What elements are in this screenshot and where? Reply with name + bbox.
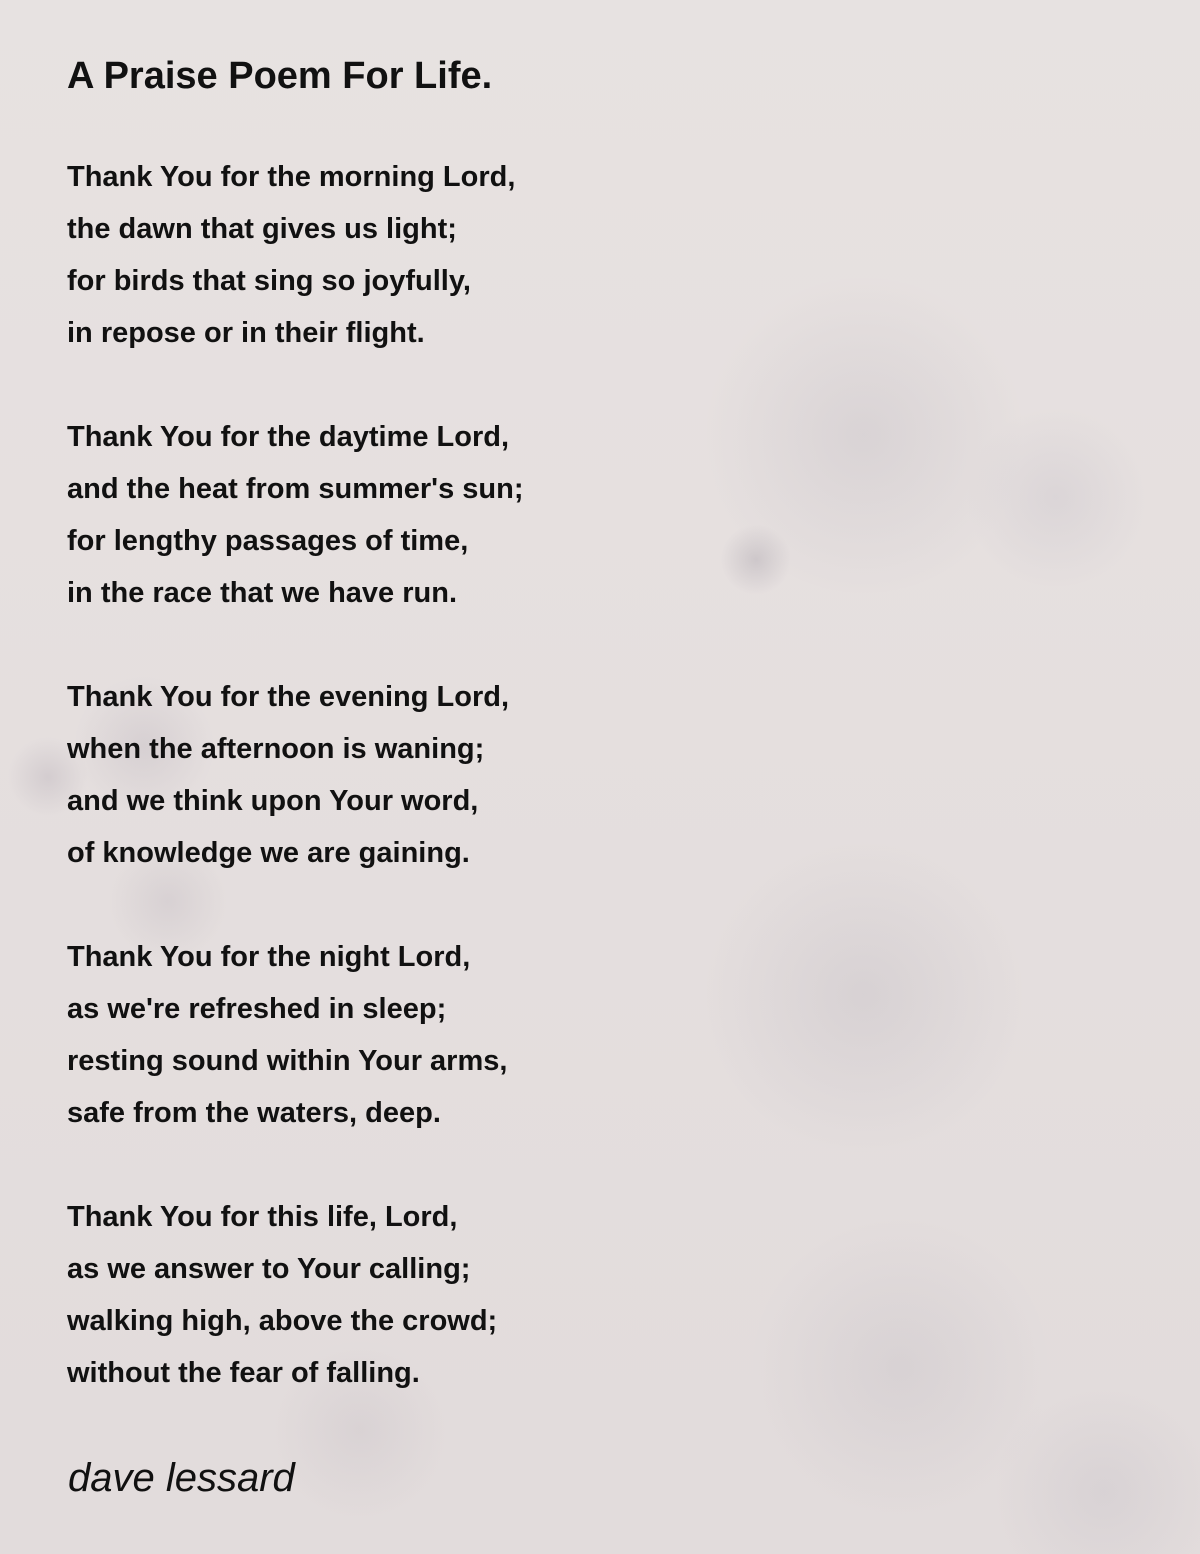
poem-line: Thank You for the daytime Lord, [67, 421, 510, 453]
stanza-3 [67, 671, 767, 879]
poem-line: the dawn that gives us light; [67, 213, 457, 245]
stanza-2 [67, 411, 767, 619]
poem-line: resting sound within Your arms, [67, 1045, 508, 1077]
poem-line: for lengthy passages of time, [67, 525, 469, 557]
poem-line: Thank You for the morning Lord, [67, 161, 516, 193]
poem-line: in repose or in their flight. [67, 317, 425, 349]
stanza-1 [67, 151, 767, 359]
poem-line: as we answer to Your calling; [67, 1253, 471, 1285]
poem-line: for birds that sing so joyfully, [67, 265, 471, 297]
poem-line: as we're refreshed in sleep; [67, 993, 447, 1025]
poem-container [67, 48, 767, 1451]
poem-line: and the heat from summer's sun; [67, 473, 524, 505]
poem-body [67, 151, 767, 1399]
poem-line: and we think upon Your word, [67, 785, 479, 817]
poem-line: of knowledge we are gaining. [67, 837, 470, 869]
poem-line: Thank You for the night Lord, [67, 941, 471, 973]
stanza-4 [67, 931, 767, 1139]
stanza-5 [67, 1191, 767, 1399]
poem-line: Thank You for the evening Lord, [67, 681, 510, 713]
poem-line: in the race that we have run. [67, 577, 457, 609]
poem-line: without the fear of falling. [67, 1357, 420, 1389]
poem-line: Thank You for this life, Lord, [67, 1201, 458, 1233]
poem-author: dave lessard [68, 1456, 295, 1500]
poem-line: when the afternoon is waning; [67, 733, 485, 765]
poem-title: A Praise Poem For Life. [67, 55, 493, 97]
poem-line: safe from the waters, deep. [67, 1097, 441, 1129]
poem-line: walking high, above the crowd; [67, 1305, 498, 1337]
